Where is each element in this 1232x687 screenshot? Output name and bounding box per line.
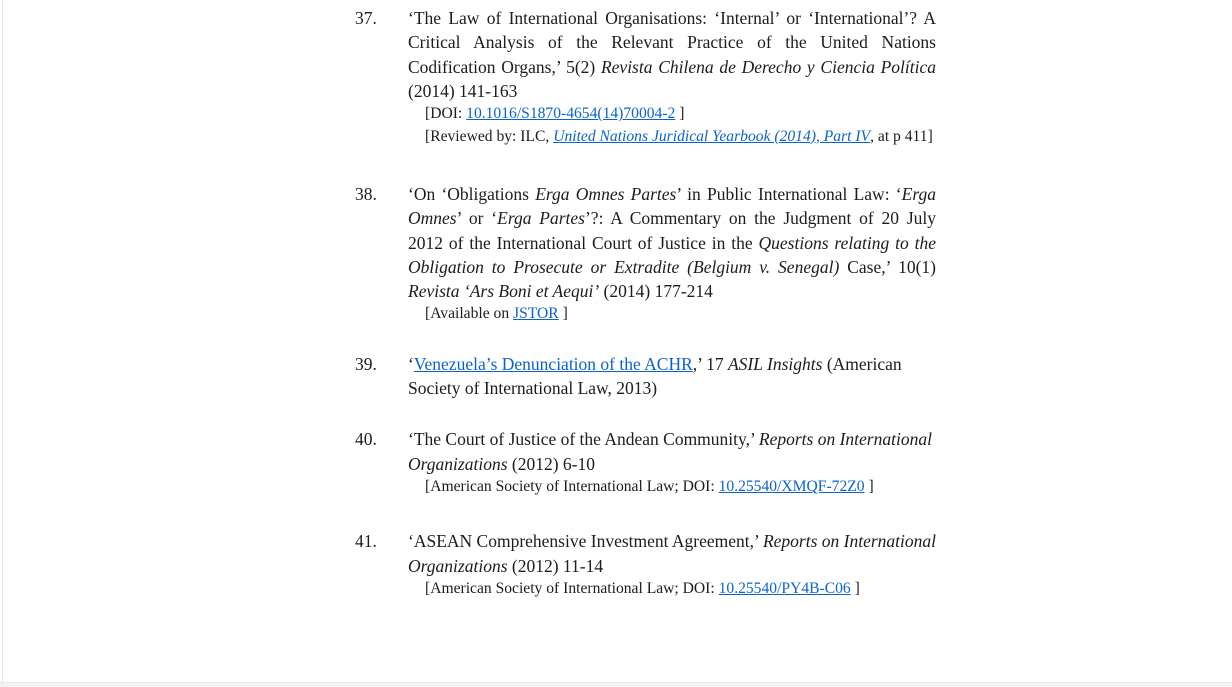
citation-text xyxy=(408,6,936,103)
italic-text: Reports on International Organizations xyxy=(408,531,936,576)
text-run: (2012) 11-14 xyxy=(507,555,604,576)
text-run: [Available on xyxy=(425,305,514,323)
text-run: ] xyxy=(850,580,860,598)
jstor-link[interactable]: JSTOR xyxy=(513,305,559,323)
text-run: ‘ xyxy=(408,353,414,374)
italic-text: Erga Omnes Partes xyxy=(535,184,677,204)
text-run: [American Society of International Law; DOI: xyxy=(425,580,719,598)
entry-body xyxy=(408,182,936,326)
citation-text xyxy=(408,182,936,303)
publication-entry xyxy=(355,6,936,148)
italic-text: Questions relating to the Obligation to Prosecute or Extradite (Belgium v. Senegal) xyxy=(408,232,936,277)
entry-number: 37. xyxy=(355,8,377,28)
text-run: ] xyxy=(675,105,685,123)
text-run: (American Society of International Law, 2013) xyxy=(408,353,902,399)
text-run: (2014) 177-214 xyxy=(599,281,713,302)
annotation-text xyxy=(408,126,936,148)
text-run: ’ or ‘ xyxy=(456,208,498,229)
italic-text: Erga Omnes xyxy=(408,184,936,229)
publication-list xyxy=(355,6,936,600)
text-run: ’ in Public International Law: ‘ xyxy=(676,184,902,204)
text-run: ‘The Court of Justice of the Andean Community,’ xyxy=(408,429,759,450)
annotation-text xyxy=(408,578,936,600)
entry-body xyxy=(408,529,936,600)
publication-entry xyxy=(355,529,936,600)
italic-text: Erga Partes xyxy=(497,208,585,229)
italic-text: ASIL Insights xyxy=(727,353,823,374)
annotation-text xyxy=(408,476,936,498)
venezuela-achr-article-link[interactable]: Venezuela’s Denunciation of the ACHR xyxy=(413,353,693,374)
page-left-edge xyxy=(2,0,3,687)
text-run: ’?: A Commentary on the Judgment of 20 July 2012 of the International Court of Justice in the xyxy=(408,208,937,253)
text-run: [American Society of International Law; DOI: xyxy=(425,478,719,496)
publication-entry xyxy=(355,427,936,498)
text-run: (2014) 141-163 xyxy=(408,80,518,101)
entry-number: 39. xyxy=(355,353,377,374)
entry-body xyxy=(408,427,936,498)
entry-body xyxy=(408,352,936,401)
annotation-text xyxy=(408,303,936,325)
text-run: ] xyxy=(864,478,874,496)
italic-text: Reports on International Organizations xyxy=(408,429,932,474)
text-run: Case,’ 10(1) xyxy=(839,256,936,277)
publication-entry xyxy=(355,352,936,401)
italic-text: Revista Chilena de Derecho y Ciencia Política xyxy=(600,56,936,77)
text-run: , at p 411] xyxy=(870,127,933,145)
text-run: ] xyxy=(558,305,568,323)
doi-link-41[interactable]: 10.25540/PY4B-C06 xyxy=(718,580,851,598)
annotation-text xyxy=(408,103,936,125)
text-run: ‘On ‘Obligations xyxy=(408,184,536,204)
entry-number: 40. xyxy=(355,429,377,450)
text-run: [DOI: xyxy=(425,105,467,123)
publication-entry xyxy=(355,182,936,326)
doi-link-37[interactable]: 10.1016/S1870-4654(14)70004-2 xyxy=(466,105,676,123)
entry-body xyxy=(408,6,936,148)
reviewed-by-yearbook-link[interactable]: United Nations Juridical Yearbook (2014), Part IV xyxy=(553,127,871,145)
citation-text xyxy=(408,427,936,476)
text-run: ,’ 17 xyxy=(692,353,728,374)
text-run: ‘The Law of International Organisations: ‘Internal’ or ‘International’? A Critical Analysis of the Relevant Practice of the United Nations Codification Organs,’ 5(2) xyxy=(408,8,936,77)
page-bottom-edge xyxy=(0,682,1232,687)
italic-text: Revista ‘Ars Boni et Aequi’ xyxy=(408,281,600,302)
entry-number: 38. xyxy=(355,184,377,204)
text-run: [Reviewed by: ILC, xyxy=(425,127,554,145)
citation-text xyxy=(408,529,936,578)
entry-number: 41. xyxy=(355,531,377,552)
text-run: ‘ASEAN Comprehensive Investment Agreement,’ xyxy=(408,531,763,552)
doi-link-40[interactable]: 10.25540/XMQF-72Z0 xyxy=(718,478,865,496)
text-run: (2012) 6-10 xyxy=(507,453,595,474)
citation-text xyxy=(408,352,936,401)
